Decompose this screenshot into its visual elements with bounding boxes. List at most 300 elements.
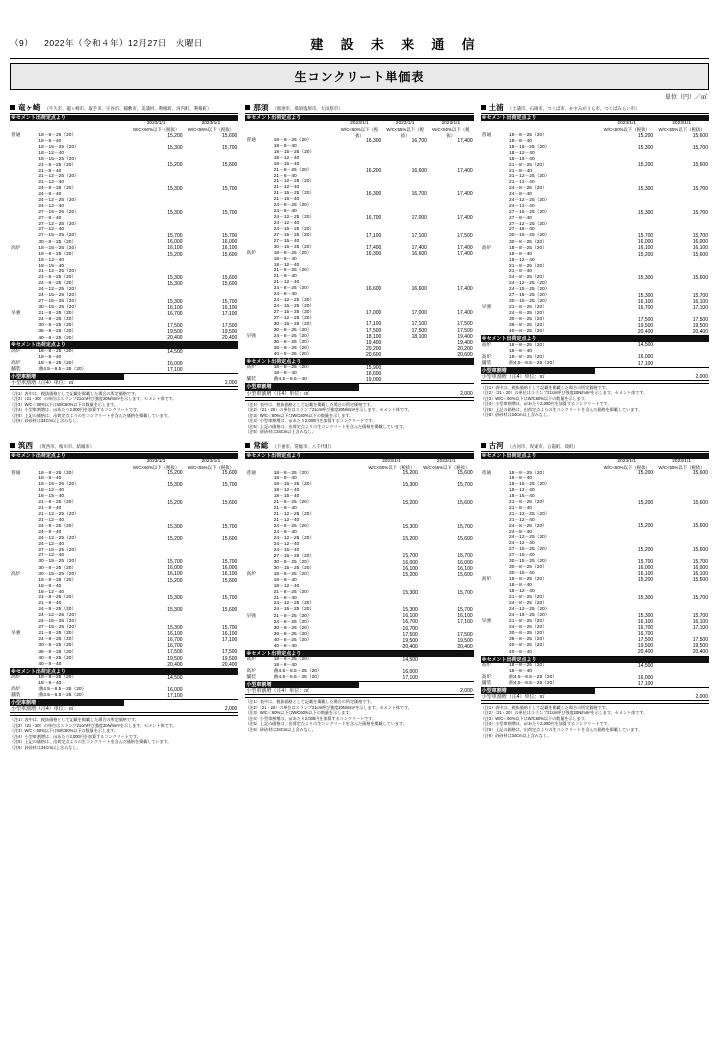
small-vehicle-table (481, 688, 709, 701)
price-cell: 16,100 (167, 245, 183, 252)
price-cell: 15,200 (637, 577, 654, 584)
small-vehicle-band-label: 小型車割増 (245, 384, 359, 390)
table-row (481, 361, 709, 368)
price-cell: 16,100 (402, 613, 418, 620)
price-cell: 17,400 (457, 191, 473, 198)
mix-spec: 18－8－40 (273, 144, 297, 150)
cement-type-label: 高炉 (481, 577, 492, 583)
mix-spec: 30－8－25（20） (273, 327, 312, 333)
cement-type-label: 舗装 (245, 675, 272, 682)
price-cell: 16,100 (167, 631, 183, 638)
price-cell: 16,700 (402, 619, 418, 626)
mix-spec: 30－15－25（20） (38, 571, 79, 577)
price-cell: 17,500 (457, 631, 473, 638)
mix-spec: 21－12－25（20） (509, 511, 550, 517)
mix-spec: 21－8－25（20） (38, 595, 77, 601)
mix-spec: 18－8－25（20） (38, 251, 77, 257)
mix-spec: 21－8－25（20） (273, 589, 312, 595)
price-cell: 19,500 (637, 643, 654, 650)
mix-spec: 27－15－25（20） (273, 232, 315, 238)
small-vehicle-table (245, 384, 473, 397)
table-row (245, 352, 473, 359)
price-cell: 15,300 (402, 523, 418, 530)
mix-spec: 36－8－25（20） (38, 649, 77, 655)
price-cell: 17,500 (692, 317, 708, 324)
mix-spec: 24－8－25（20） (509, 523, 547, 529)
price-cell: 17,400 (366, 244, 382, 251)
price-cell: 17,100 (411, 232, 427, 239)
price-cell: 15,600 (222, 470, 238, 477)
price-cell: 15,700 (692, 595, 708, 602)
price-cell: 16,600 (411, 167, 427, 174)
price-cell: 15,700 (692, 559, 708, 566)
price-cell: 17,500 (167, 649, 183, 656)
price-cell: 20,400 (364, 644, 419, 651)
note-line: （注1）表中は、税抜価格として記載を掲載した場合の所定価格です。 (480, 704, 610, 710)
mix-spec: 18－12－40 (509, 150, 535, 156)
cement-type-label: 普通 (481, 470, 492, 476)
note-line: （注2）（21・20）の単位はスランプ21cm呼び強度20N/mm²を示します。セメント体です。 (480, 710, 648, 716)
price-cell: 16,300 (366, 191, 382, 198)
band-label: ※セメント出荷定点より (245, 453, 473, 459)
mix-spec: 18－8－40 (509, 348, 532, 354)
mix-spec: 24－8－40 (273, 292, 297, 297)
price-cell: 15,600 (692, 132, 708, 139)
mix-spec: 21－8－25（20） (509, 619, 547, 625)
region-header (481, 441, 709, 452)
column-wc: W/C<55%以下（税抜） (386, 127, 424, 138)
mix-spec: 24－8－40 (273, 529, 297, 535)
price-cell: 15,200 (637, 251, 654, 258)
note-line: （注5）上記の価格は、出荷定点よりの生コンクリートを含んだ価格を掲載しています。 (480, 727, 643, 732)
mix-spec: 24－12－40 (38, 541, 64, 547)
price-cell: 15,300 (637, 275, 654, 282)
mix-spec: 18－15－25（20） (38, 482, 79, 488)
note-line: （注5）上記の価格は、出荷定点よりの生コンクリートを含んだ価格を掲載しています。 (245, 721, 407, 727)
mix-spec: 曲4.5－6.5－25（20） (508, 681, 599, 688)
note-line: （注4）小型車割増は、㎥あたり2,000円を加算するコンクリートです。 (480, 401, 612, 407)
mix-spec: 18－8－25（20） (509, 470, 547, 476)
mix-spec: 24－12－40 (509, 203, 535, 209)
mix-spec: 21－15－40 (273, 197, 300, 203)
mix-spec: 21－8－40 (273, 595, 297, 601)
price-cell: 17,400 (457, 285, 473, 292)
price-cell: 15,200 (167, 132, 183, 139)
region-municipalities: （下妻市、常総市、八千代町） (272, 443, 334, 449)
price-cell: 16,100 (637, 245, 654, 252)
price-cell: 15,700 (692, 209, 708, 216)
cement-type-label (245, 644, 272, 651)
column-wc: W/C<60%以下（税抜） (133, 127, 180, 133)
mix-spec: 24－15－25（20） (273, 226, 315, 232)
mix-spec: 21－15－25（20） (273, 191, 315, 197)
issue-date: 2022年（令和４年）12月27日 火曜日 (44, 38, 203, 48)
price-cell: 15,600 (222, 251, 238, 258)
bullet-square-icon (245, 443, 250, 448)
mix-spec: 21－8－40 (509, 269, 532, 275)
column-date: 2023/1/1 (382, 459, 401, 465)
mix-spec: 21－12－40 (273, 185, 300, 191)
price-cell: 17,000 (411, 214, 427, 221)
mix-spec: 27－12－25（20） (273, 315, 315, 321)
price-cell: 15,700 (692, 292, 708, 299)
mix-spec: 18－8－25（20） (509, 342, 547, 348)
mix-spec: 24－8－25（20） (38, 317, 77, 323)
cement-type-label: 高炉 (11, 674, 21, 680)
price-cell: 16,600 (366, 371, 382, 378)
price-cell: 15,600 (457, 500, 473, 507)
price-cell: 15,700 (222, 233, 238, 240)
mix-spec: 18－8－25（20） (273, 657, 312, 663)
mix-spec: 24－8－40 (509, 192, 532, 198)
mix-spec: 18－12－40 (509, 589, 535, 595)
note-line: （注4）小型車割増は、㎥あたり2,000円を加算するコンクリートです。 (245, 715, 377, 721)
mix-spec: 18－8－40 (509, 138, 532, 144)
price-cell: 15,200 (402, 571, 418, 578)
mix-spec: 40－8－40 (37, 662, 128, 669)
table-row (10, 693, 238, 700)
price-cell: 15,300 (167, 523, 183, 530)
mix-spec: 40－8－40 (273, 644, 364, 651)
mix-spec: 24－12－40 (273, 220, 300, 226)
price-cell: 17,500 (167, 323, 183, 330)
price-cell: 15,700 (167, 559, 183, 566)
price-cell: 17,100 (364, 675, 419, 682)
mix-spec: 18－15－25（20） (509, 144, 550, 150)
small-vehicle-value: 2,000 (124, 380, 238, 387)
small-vehicle-label: 小型車割増（注4）単位：㎥ (245, 688, 359, 695)
column-wc: W/C<60%以下（税抜） (603, 465, 650, 470)
note-line: （注6）砂砂材は34Cm以上含みなし。 (10, 744, 81, 750)
mix-spec: 曲4.5－6.5－25（20） (273, 669, 322, 675)
price-cell: 15,200 (167, 535, 183, 542)
price-cell: 15,200 (167, 577, 183, 584)
column-wc: W/C<55%以下（税抜） (187, 465, 235, 470)
price-cell: 16,300 (366, 138, 382, 145)
price-cell: 20,600 (428, 352, 474, 359)
mix-spec: 24－12－40 (509, 541, 535, 547)
price-cell: 15,200 (637, 523, 654, 530)
mix-spec: 30－15－25（20） (509, 233, 550, 239)
mix-spec: 18－8－40 (38, 476, 62, 482)
mix-spec: 27－15－40 (509, 227, 535, 233)
price-cell: 19,500 (222, 655, 238, 662)
price-cell: 19,500 (692, 643, 708, 650)
mix-spec: 30－8－25（20） (509, 317, 547, 323)
price-cell: 16,000 (637, 674, 654, 681)
price-cell: 16,100 (222, 245, 238, 252)
column-date: 2023/1/1 (617, 459, 637, 465)
mix-spec: 24－12－25（20） (509, 607, 550, 613)
mix-spec: 24－8－25（20） (273, 203, 312, 209)
mix-spec: 21－8－40 (38, 168, 62, 174)
region-name: 那須 (253, 103, 269, 112)
table-notes (10, 389, 238, 424)
mix-spec: 18－15－25（20） (273, 482, 315, 488)
bullet-square-icon (481, 443, 486, 448)
mix-spec: 30－8－25（20） (273, 559, 312, 565)
note-line: （注4）小型車割増は、㎥あたり2,000円を加算するコンクリートです。 (480, 721, 612, 727)
price-cell: 15,700 (692, 612, 708, 619)
price-cell: 16,000 (402, 559, 418, 566)
price-cell: 15,700 (692, 144, 708, 151)
small-vehicle-table (481, 368, 709, 381)
cement-type-label: 高炉 (246, 669, 256, 675)
mix-spec: 21－8－25（20） (273, 167, 312, 173)
small-vehicle-band-label: 小型車割増 (481, 368, 595, 374)
price-cell: 15,600 (457, 470, 473, 477)
column-wc: W/C<55%以下（税抜） (423, 465, 470, 470)
price-cell: 16,700 (637, 305, 654, 312)
price-cell: 15,600 (692, 162, 708, 169)
price-cell: 15,600 (692, 499, 708, 506)
price-cell: 16,000 (222, 565, 238, 572)
mix-spec: 40－8－25（20） (38, 655, 77, 661)
band-label: ※セメント出荷定点より (481, 657, 709, 663)
price-cell: 17,400 (457, 244, 473, 251)
bullet-square-icon (10, 105, 15, 110)
page-number: （9） (10, 38, 34, 48)
band-label: ※セメント出荷定点より (10, 342, 238, 348)
price-cell: 16,100 (637, 618, 654, 625)
mix-spec: 24－12－40 (273, 541, 300, 547)
small-vehicle-table (10, 700, 238, 713)
region-header (10, 441, 238, 452)
mix-spec: 18－8－25（20） (273, 470, 312, 476)
mix-spec: 24－8－25（20） (273, 286, 312, 292)
table-notes (245, 400, 473, 435)
table-row (10, 662, 238, 669)
mix-spec: 18－15－40 (509, 494, 535, 499)
mix-spec: 21－8－25（20） (509, 162, 547, 168)
small-vehicle-band-label: 小型車割増 (10, 700, 124, 706)
mix-spec: 24－8－25（20） (38, 281, 77, 287)
mix-spec: 18－8－25（20） (38, 674, 77, 680)
price-cell: 16,600 (411, 285, 427, 292)
note-line: （注6）砂砂材は34Cm以上含みなし。 (480, 732, 552, 738)
mix-spec: 18－12－40 (509, 488, 535, 494)
mix-spec: 18－12－40 (273, 155, 300, 161)
mix-spec: 曲4.5－6.5－25（20） (37, 367, 128, 374)
mix-spec: 30－15－25（20） (509, 299, 550, 305)
price-cell: 16,100 (692, 299, 708, 306)
mix-spec: 18－12－40 (509, 257, 535, 263)
note-line: （注6）砂砂材は34Cm以上含みなし。 (245, 429, 316, 435)
mix-spec: 40－8－25（20） (37, 335, 128, 342)
price-cell: 20,600 (337, 352, 383, 359)
price-cell: 16,100 (222, 631, 238, 638)
mix-spec: 24－8－25（20） (273, 333, 312, 339)
mix-spec: 24－15－25（20） (509, 287, 550, 293)
mix-spec: 21－12－40 (38, 180, 64, 186)
column-date: 2023/1/1 (201, 459, 221, 465)
band-label: ※セメント出荷定点より (10, 115, 238, 121)
price-cell: 16,000 (637, 239, 654, 246)
cement-type-label: 高炉 (481, 245, 492, 251)
mix-spec: 24－8－25（20） (273, 523, 312, 529)
band-label: ※セメント出荷定点より (481, 336, 709, 342)
mix-spec: 18－8－40 (273, 371, 297, 377)
table-row (245, 675, 473, 682)
unit-note: 単位（円）／㎥ (664, 95, 707, 101)
price-cell: 15,300 (637, 292, 654, 299)
price-cell: 15,600 (457, 571, 473, 578)
price-cell: 15,200 (167, 251, 183, 258)
note-line: （注1）表中は、税抜価格として記載を掲載した場合の所定価格です。 (10, 717, 139, 723)
mix-spec: 21－8－25（20） (509, 595, 547, 601)
price-cell: 15,300 (167, 209, 183, 216)
price-cell: 16,100 (692, 571, 708, 578)
mix-spec: 24－8－25（20） (509, 601, 547, 607)
cement-type-label: 早強 (246, 333, 256, 339)
mix-spec: 21－8－40 (273, 173, 297, 179)
price-cell (382, 377, 428, 384)
column-wc: W/C<50%以下（税抜） (432, 127, 470, 138)
region-header (245, 103, 473, 114)
region-block (10, 441, 238, 751)
price-cell: 15,700 (457, 589, 473, 596)
small-vehicle-band-label: 小型車割増 (10, 374, 124, 380)
mix-spec: 24－8－25（20） (38, 607, 77, 613)
price-cell: 19,500 (222, 329, 238, 336)
mix-spec: 24－15－25（20） (38, 619, 79, 625)
mix-spec: 27－12－25（20） (509, 221, 550, 227)
price-cell: 15,600 (692, 251, 708, 258)
mix-spec: 27－12－25（20） (38, 221, 79, 227)
price-cell: 15,600 (692, 523, 708, 530)
cement-type-label: 高炉 (11, 245, 21, 251)
price-cell: 17,100 (411, 321, 427, 328)
note-line: （注3）W/C＜60%以下はW/C60%以下の数量を示します。 (245, 412, 354, 418)
mix-spec: 27－15－25（20） (38, 233, 79, 239)
mix-spec: 21－8－25（20） (38, 500, 77, 506)
price-cell: 15,200 (167, 470, 183, 477)
band-label: ※セメント出荷定点より (481, 453, 709, 459)
mix-spec: 27－15－25（20） (509, 547, 550, 553)
price-table (245, 359, 473, 384)
mix-spec: 24－15－25（20） (38, 293, 79, 299)
mix-spec: 24－8－25（20） (509, 186, 547, 192)
band-label: ※セメント出荷定点より (245, 651, 473, 657)
price-cell: 17,100 (366, 232, 382, 239)
price-cell: 17,000 (411, 309, 427, 316)
price-table (481, 336, 709, 367)
mix-spec: 18－8－25（20） (509, 662, 547, 668)
masthead-rule (10, 58, 709, 59)
price-cell: 15,300 (637, 144, 654, 151)
cement-type-label: 普通 (11, 132, 21, 138)
price-cell: 16,100 (402, 565, 418, 572)
column-wc: W/C<60%以下（税抜） (368, 465, 415, 470)
price-table (10, 669, 238, 700)
price-cell: 15,700 (637, 233, 654, 240)
price-cell: 15,600 (222, 162, 238, 169)
price-cell: 16,100 (457, 565, 473, 572)
mix-spec: 30－15－25（20） (273, 244, 315, 250)
price-cell: 17,100 (129, 693, 184, 700)
price-cell: 17,500 (457, 232, 473, 239)
table-notes (245, 697, 473, 732)
small-vehicle-label: 小型車割増（注4）単位：㎥ (481, 374, 595, 381)
small-vehicle-label: 小型車割増（注4）単位：㎥ (10, 706, 124, 713)
mix-spec: 24－15－40 (273, 547, 300, 553)
mix-spec: 27－15－25（20） (273, 309, 315, 315)
column-date: 2023/1/1 (436, 459, 456, 465)
mix-spec: 21－12－40 (38, 517, 64, 523)
price-cell: 15,600 (222, 275, 238, 282)
price-cell: 15,600 (692, 275, 708, 282)
price-cell: 15,700 (222, 625, 238, 632)
table-row (245, 377, 473, 384)
price-cell: 15,700 (222, 209, 238, 216)
price-cell: 16,000 (167, 360, 183, 367)
price-cell (428, 377, 474, 384)
mix-spec: 18－8－40 (509, 668, 532, 674)
mix-spec: 30－15－25（20） (38, 305, 79, 311)
note-line: （注1）表中は、税抜価格として記載を掲載した場合の所定価格です。 (10, 390, 139, 396)
price-cell: 16,700 (366, 214, 382, 221)
note-line: （注5）上記の価格は、出荷定点よりの生コンクリートを含んだ価格を掲載しています。 (480, 406, 643, 412)
mix-spec: 30－8－25（20） (38, 565, 77, 571)
column-wc: W/C<60%以下（税抜） (133, 465, 180, 470)
price-cell: 17,400 (411, 244, 427, 251)
band-label: ※セメント出荷定点より (245, 115, 473, 121)
price-cell: 14,500 (402, 657, 418, 664)
small-vehicle-table (245, 682, 473, 695)
price-table (245, 651, 473, 682)
price-cell: 16,000 (167, 565, 183, 572)
price-cell: 17,100 (222, 311, 238, 318)
price-cell: 16,000 (457, 559, 473, 566)
cement-type-label (245, 352, 272, 359)
mix-spec: 24－15－25（20） (509, 613, 550, 618)
price-cell: 20,400 (599, 649, 654, 656)
small-vehicle-label: 小型車割増（注4）単位：㎥ (481, 694, 595, 701)
mix-spec: 21－8－40 (509, 505, 532, 511)
price-cell: 19,500 (692, 323, 708, 330)
small-vehicle-table (10, 374, 238, 387)
price-cell: 15,300 (167, 275, 183, 282)
mix-spec: 曲4.5－6.5－25（20） (508, 361, 599, 368)
mix-spec: 24－8－40 (509, 529, 532, 535)
mix-spec: 18－8－40 (509, 251, 532, 257)
price-cell: 18,100 (366, 333, 382, 340)
mix-spec: 18－8－40 (38, 680, 62, 686)
note-line: （注4）小型車割増は、㎥あたり2,000円を加算するコンクリートです。 (10, 407, 141, 413)
cement-type-label: 早強 (481, 305, 492, 311)
price-cell: 15,200 (402, 500, 418, 507)
mix-spec: 18－12－40 (273, 262, 300, 268)
price-cell: 15,200 (167, 500, 183, 507)
price-cell: 17,500 (692, 637, 708, 644)
small-vehicle-label: 小型車割増（注4）単位：㎥ (245, 391, 359, 398)
price-cell: 20,400 (419, 644, 474, 651)
price-cell: 15,700 (692, 233, 708, 240)
mix-spec: 30－8－25（20） (38, 643, 77, 649)
mix-spec: 27－15－25（20） (38, 299, 79, 305)
price-cell: 19,500 (402, 637, 418, 644)
price-cell (419, 675, 474, 682)
mix-spec: 21－12－25（20） (273, 512, 315, 518)
cement-type-label: 舗装 (245, 377, 272, 384)
price-cell: 17,500 (457, 321, 473, 328)
mix-spec: 18－12－40 (38, 488, 64, 494)
column-wc: W/C<60%以下（税抜） (340, 127, 379, 138)
price-cell: 17,100 (599, 361, 654, 368)
price-cell: 19,500 (637, 323, 654, 330)
mix-spec: 18－12－40 (273, 488, 300, 494)
price-cell: 17,100 (366, 321, 382, 328)
